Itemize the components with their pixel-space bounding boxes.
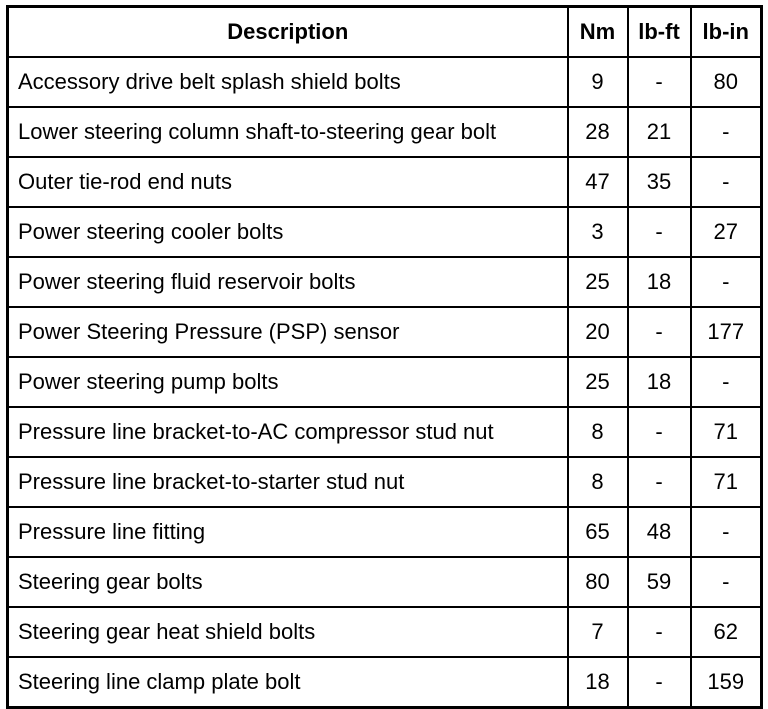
cell-description: Steering gear heat shield bolts xyxy=(8,607,568,657)
table-row xyxy=(8,107,762,157)
cell-nm: 25 xyxy=(568,357,628,407)
cell-description: Steering line clamp plate bolt xyxy=(8,657,568,708)
table-row xyxy=(8,207,762,257)
cell-nm: 7 xyxy=(568,607,628,657)
cell-nm: 28 xyxy=(568,107,628,157)
table-row xyxy=(8,457,762,507)
cell-nm: 25 xyxy=(568,257,628,307)
cell-lbft: - xyxy=(628,457,691,507)
cell-nm: 18 xyxy=(568,657,628,708)
cell-description: Accessory drive belt splash shield bolts xyxy=(8,57,568,107)
cell-description: Power steering fluid reservoir bolts xyxy=(8,257,568,307)
cell-lbin: 159 xyxy=(691,657,762,708)
cell-lbft: 21 xyxy=(628,107,691,157)
header-nm: Nm xyxy=(568,7,628,58)
cell-lbin: - xyxy=(691,257,762,307)
header-lbft: lb-ft xyxy=(628,7,691,58)
cell-description: Lower steering column shaft-to-steering gear bolt xyxy=(8,107,568,157)
table-row xyxy=(8,257,762,307)
cell-lbft: - xyxy=(628,207,691,257)
cell-lbft: - xyxy=(628,607,691,657)
cell-lbft: - xyxy=(628,307,691,357)
cell-lbft: 59 xyxy=(628,557,691,607)
cell-lbin: - xyxy=(691,107,762,157)
cell-lbin: 177 xyxy=(691,307,762,357)
cell-lbft: 35 xyxy=(628,157,691,207)
cell-nm: 9 xyxy=(568,57,628,107)
header-lbin: lb-in xyxy=(691,7,762,58)
cell-nm: 8 xyxy=(568,457,628,507)
cell-lbft: 48 xyxy=(628,507,691,557)
cell-nm: 65 xyxy=(568,507,628,557)
table-row xyxy=(8,657,762,708)
table-body xyxy=(8,57,762,708)
cell-nm: 8 xyxy=(568,407,628,457)
header-row xyxy=(8,7,762,58)
cell-description: Pressure line bracket-to-starter stud nut xyxy=(8,457,568,507)
table-row xyxy=(8,307,762,357)
torque-specification-table xyxy=(6,5,763,709)
cell-nm: 80 xyxy=(568,557,628,607)
cell-lbft: - xyxy=(628,57,691,107)
cell-description: Power Steering Pressure (PSP) sensor xyxy=(8,307,568,357)
cell-nm: 47 xyxy=(568,157,628,207)
cell-description: Steering gear bolts xyxy=(8,557,568,607)
cell-description: Power steering cooler bolts xyxy=(8,207,568,257)
cell-lbin: 71 xyxy=(691,457,762,507)
table-row xyxy=(8,157,762,207)
cell-description: Pressure line bracket-to-AC compressor stud nut xyxy=(8,407,568,457)
cell-lbin: 71 xyxy=(691,407,762,457)
cell-description: Power steering pump bolts xyxy=(8,357,568,407)
cell-lbin: 80 xyxy=(691,57,762,107)
cell-lbin: - xyxy=(691,357,762,407)
cell-lbin: 62 xyxy=(691,607,762,657)
table-row xyxy=(8,357,762,407)
cell-lbft: - xyxy=(628,657,691,708)
cell-description: Pressure line fitting xyxy=(8,507,568,557)
cell-lbin: - xyxy=(691,557,762,607)
table-header xyxy=(8,7,762,58)
cell-nm: 3 xyxy=(568,207,628,257)
table-row xyxy=(8,57,762,107)
cell-lbft: 18 xyxy=(628,357,691,407)
header-description: Description xyxy=(8,7,568,58)
cell-lbft: - xyxy=(628,407,691,457)
table-row xyxy=(8,557,762,607)
cell-nm: 20 xyxy=(568,307,628,357)
table-row xyxy=(8,407,762,457)
cell-lbft: 18 xyxy=(628,257,691,307)
table-row xyxy=(8,507,762,557)
cell-lbin: - xyxy=(691,507,762,557)
table-row xyxy=(8,607,762,657)
cell-lbin: - xyxy=(691,157,762,207)
cell-description: Outer tie-rod end nuts xyxy=(8,157,568,207)
cell-lbin: 27 xyxy=(691,207,762,257)
